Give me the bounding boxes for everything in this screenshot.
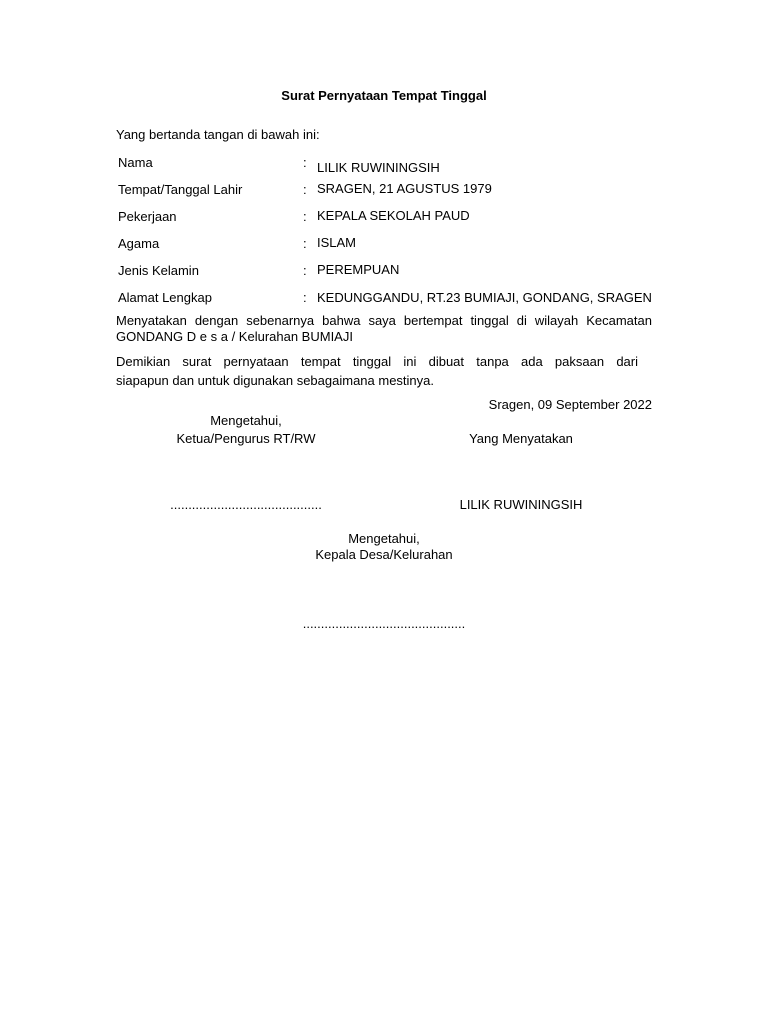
field-value: PEREMPUAN xyxy=(317,262,400,277)
field-label: Nama xyxy=(118,155,153,170)
closing-line-2: siapapun dan untuk digunakan sebagaimana mestinya. xyxy=(116,373,435,388)
field-label: Agama xyxy=(118,236,160,251)
field-colon: : xyxy=(303,290,307,305)
intro-text: Yang bertanda tangan di bawah ini: xyxy=(116,127,320,142)
closing-line-1: Demikian surat pernyataan tempat tinggal ini dibuat tanpa ada paksaan dari xyxy=(116,354,638,369)
signer-name: LILIK RUWININGSIH xyxy=(459,497,583,512)
statement-paragraph xyxy=(116,313,652,345)
field-value: KEPALA SEKOLAH PAUD xyxy=(317,208,470,223)
field-value: SRAGEN, 21 AGUSTUS 1979 xyxy=(317,181,492,196)
field-colon: : xyxy=(303,209,307,224)
statement-line-1: Menyatakan dengan sebenarnya bahwa saya bertempat tinggal di wilayah Kecamatan xyxy=(116,313,652,328)
field-value: LILIK RUWININGSIH xyxy=(317,160,440,175)
acknowledge-label: Mengetahui, xyxy=(348,531,420,546)
field-label: Jenis Kelamin xyxy=(118,263,199,278)
field-value: ISLAM xyxy=(317,235,357,250)
place-date: Sragen, 09 September 2022 xyxy=(488,397,652,412)
field-colon: : xyxy=(303,182,307,197)
document-title: Surat Pernyataan Tempat Tinggal xyxy=(281,88,487,103)
field-colon: : xyxy=(303,236,307,251)
field-label: Pekerjaan xyxy=(118,209,177,224)
field-label: Alamat Lengkap xyxy=(118,290,212,305)
signer-role: Yang Menyatakan xyxy=(469,431,573,446)
signer-role: Kepala Desa/Kelurahan xyxy=(315,547,453,562)
acknowledge-label: Mengetahui, xyxy=(210,413,282,428)
signer-role: Ketua/Pengurus RT/RW xyxy=(176,431,316,446)
field-label: Tempat/Tanggal Lahir xyxy=(118,182,243,197)
field-colon: : xyxy=(303,155,307,170)
signature-line: ............................................. xyxy=(302,616,466,631)
signature-line: .......................................... xyxy=(170,497,322,512)
field-colon: : xyxy=(303,263,307,278)
statement-line-2: GONDANG D e s a / Kelurahan BUMIAJI xyxy=(116,329,353,344)
closing-paragraph xyxy=(116,354,652,389)
field-value: KEDUNGGANDU, RT.23 BUMIAJI, GONDANG, SRAGEN xyxy=(317,290,652,305)
